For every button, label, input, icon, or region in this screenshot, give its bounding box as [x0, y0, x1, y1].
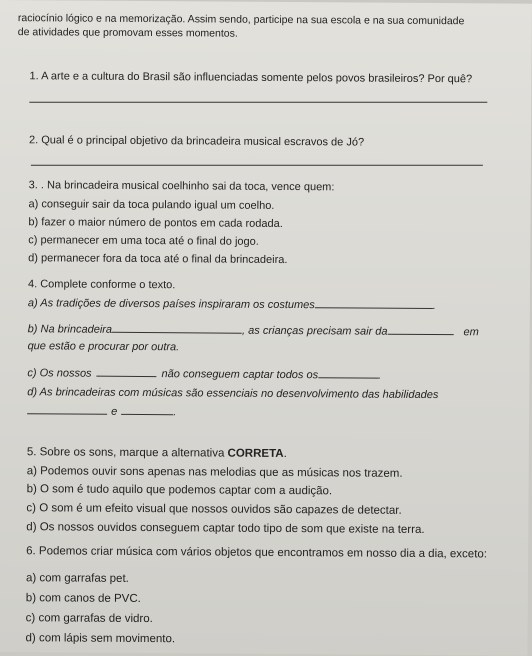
question-3-option-a[interactable]: a) conseguir sair da toca pulando igual um coelho. — [28, 198, 275, 212]
question-5-suffix: . — [283, 447, 287, 461]
question-6-option-c[interactable]: c) com garrafas de vidro. — [25, 612, 153, 626]
question-3-option-c[interactable]: c) permanecer em uma toca até o final do jogo. — [28, 234, 259, 248]
item-b-end: em — [463, 326, 479, 339]
item-b-mid: , as crianças precisam sair da — [242, 324, 388, 338]
question-4-item-d-continuation — [27, 404, 176, 419]
question-6: 6. Podemos criar música com vários objetos que encontramos em nosso dia a dia, exceto: — [26, 545, 488, 561]
blank-c-2[interactable] — [318, 368, 378, 378]
question-4-item-b — [28, 322, 479, 339]
question-5-prefix: 5. Sobre os sons, marque a alternativa — [26, 446, 228, 460]
blank-d-2[interactable] — [121, 405, 173, 415]
question-5-option-c[interactable]: c) O som é um efeito visual que nossos ouvidos são capazes de detectar. — [26, 502, 402, 517]
question-3-option-b[interactable]: b) fazer o maior número de pontos em cada rodada. — [28, 216, 283, 230]
blank-b-1[interactable] — [112, 323, 242, 334]
item-b-text: b) Na brincadeira — [27, 323, 113, 336]
question-6-option-b[interactable]: b) com canos de PVC. — [25, 592, 141, 605]
blank-b-2[interactable] — [388, 325, 454, 335]
question-3-option-d[interactable]: d) permanecer fora da toca até o final da brincadeira. — [28, 252, 288, 267]
question-6-option-d[interactable]: d) com lápis sem movimento. — [25, 632, 176, 646]
blank-d-1[interactable] — [27, 404, 107, 415]
question-4-item-b-continuation: que estão e procurar por outra. — [27, 340, 180, 354]
question-4: 4. Complete conforme o texto. — [27, 278, 176, 292]
answer-line-1[interactable] — [29, 102, 487, 103]
blank-a[interactable] — [315, 298, 433, 309]
item-c-text: c) Os nossos — [27, 367, 92, 380]
question-5 — [27, 446, 287, 461]
question-1: 1. A arte e a cultura do Brasil são influenciadas somente pelos povos brasileiros? Por quê? — [29, 70, 473, 86]
answer-line-2[interactable] — [31, 165, 483, 166]
item-c-end: . — [378, 369, 382, 382]
intro-line-2: de atividades que promovam esses momentos. — [17, 26, 238, 40]
question-5-option-d[interactable]: d) Os nossos ouvidos conseguem captar todo tipo de som que existe na terra. — [26, 521, 425, 536]
item-a-end: . — [432, 300, 436, 313]
item-a-text: a) As tradições de diversos países inspiraram os costumes — [27, 297, 315, 312]
question-3: 3. . Na brincadeira musical coelhinho sai da toca, vence quem: — [28, 179, 335, 194]
question-4-item-d: d) As brincadeiras com músicas são essenciais no desenvolvimento das habilidades — [27, 386, 439, 402]
question-4-item-c — [27, 366, 381, 382]
item-d-end: . — [173, 406, 177, 419]
item-d-mid: e — [111, 405, 118, 418]
question-6-option-a[interactable]: a) com garrafas pet. — [25, 572, 129, 585]
blank-c-1[interactable] — [97, 367, 157, 377]
question-5-option-b[interactable]: b) O som é tudo aquilo que podemos captar com a audição. — [26, 483, 333, 498]
question-2: 2. Qual é o principal objetivo da brincadeira musical escravos de Jó? — [28, 134, 365, 149]
question-4-item-a — [28, 296, 436, 313]
question-5-option-a[interactable]: a) Podemos ouvir sons apenas nas melodias que as músicas nos trazem. — [26, 465, 403, 480]
item-c-mid: não conseguem captar todos os — [161, 368, 319, 382]
question-5-emphasis: CORRETA — [227, 447, 284, 460]
intro-line-1: raciocínio lógico e na memorização. Assim sendo, participe na sua escola e na sua comunidade — [17, 12, 465, 28]
